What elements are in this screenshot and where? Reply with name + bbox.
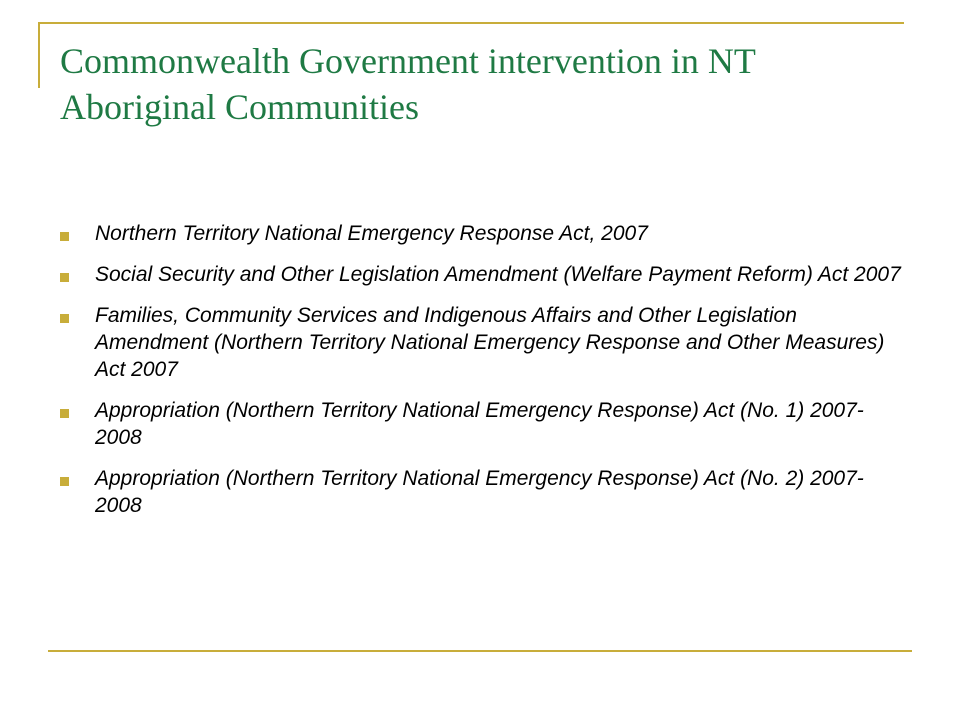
bottom-rule (48, 650, 912, 652)
bullet-text: Northern Territory National Emergency Response Act, 2007 (95, 222, 648, 245)
slide-title (60, 38, 920, 130)
left-rule (38, 22, 40, 88)
bullet-item (60, 302, 910, 383)
bullet-item (60, 397, 910, 451)
square-bullet-icon (60, 477, 69, 486)
top-rule (38, 22, 904, 24)
slide-title-line-1: Commonwealth Government intervention in NT (60, 41, 756, 81)
slide-title-line-2: Aboriginal Communities (60, 87, 419, 127)
bullet-item (60, 465, 910, 519)
bullet-text: Appropriation (Northern Territory National Emergency Response) Act (No. 2) 2007-2008 (95, 467, 864, 517)
square-bullet-icon (60, 273, 69, 282)
bullet-list (60, 220, 910, 533)
bullet-item (60, 220, 910, 247)
bullet-text: Social Security and Other Legislation Amendment (Welfare Payment Reform) Act 2007 (95, 263, 901, 286)
square-bullet-icon (60, 232, 69, 241)
bullet-item (60, 261, 910, 288)
square-bullet-icon (60, 409, 69, 418)
bullet-text: Appropriation (Northern Territory National Emergency Response) Act (No. 1) 2007-2008 (95, 399, 864, 449)
bullet-text: Families, Community Services and Indigenous Affairs and Other Legislation Amendment (Northern Territory National Emergency Response and Other Measures) Act 2007 (95, 304, 885, 381)
square-bullet-icon (60, 314, 69, 323)
